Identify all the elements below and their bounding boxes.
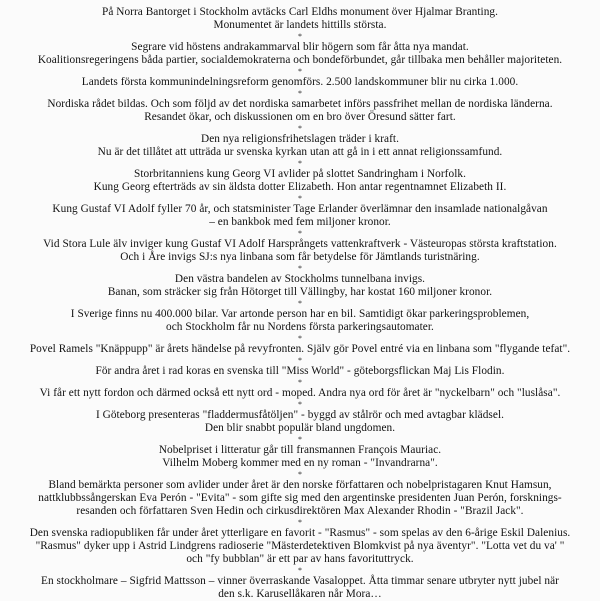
asterisk-separator: * [297, 264, 303, 273]
paragraph [10, 409, 590, 435]
text-line: Koalitionsregeringens båda partier, socialdemokraterna och bondeförbundet, går tillbaka men behåller majoriteten. [37, 54, 563, 66]
text-line: Och i Åre invigs SJ:s nya linbana som får betydelse för Jämtlands turistnäring. [120, 251, 480, 263]
text-line: och Stockholm får nu Nordens första parkeringsautomater. [166, 321, 434, 333]
paragraph [10, 575, 590, 601]
asterisk-separator: * [297, 435, 303, 444]
paragraph [10, 238, 590, 264]
asterisk-separator: * [297, 124, 303, 133]
text-line: Resandet ökar, och diskussionen om en bro över Öresund sätter fart. [144, 111, 456, 123]
text-line: resanden och författaren Sven Hedin och cirkusdirektören Max Alexander Rhodin - "Brazil Jack". [76, 505, 524, 517]
paragraph [10, 387, 590, 400]
text-line: Kung Georg efterträds av sin äldsta dotter Elizabeth. Hon antar regentnamnet Elizabeth II. [93, 181, 507, 193]
text-line: Nobelpriset i litteratur går till fransmannen François Mauriac. [158, 444, 442, 456]
text-line: Banan, som sträcker sig från Hötorget till Vällingby, har kostat 160 miljoner kronor. [107, 286, 493, 298]
text-line: Nordiska rådet bildas. Och som följd av det nordiska samarbetet införs passfrihet mellan de nordiska länderna. [47, 98, 553, 110]
text-line: Den svenska radiopubliken får under året ytterligare en favorit - "Rasmus" - som spelas av den 6-årige Eskil Dalenius. [29, 527, 571, 539]
text-line: På Norra Bantorget i Stockholm avtäcks Carl Eldhs monument över Hjalmar Branting. [101, 6, 498, 18]
text-line: nattklubbssångerskan Eva Perón - "Evita" - som gifte sig med den argentinske presidenten Juan Perón, forsknings- [38, 492, 562, 504]
text-line: I Göteborg presenteras "fladdermusfåtöljen" - byggd av stålrör och med avtagbar klädsel. [95, 409, 505, 421]
asterisk-separator: * [297, 299, 303, 308]
text-line: och "fy bubblan" är ett par av hans favorituttryck. [186, 553, 414, 565]
text-line: Kung Gustaf VI Adolf fyller 70 år, och statsminister Tage Erlander överlämnar den insamlade nationalgåvan [52, 203, 548, 215]
text-line: Bland bemärkta personer som avlider under året är den norske författaren och nobelpristagaren Knut Hamsun, [48, 479, 552, 491]
text-line: För andra året i rad koras en svenska till "Miss World" - göteborgsflickan Maj Lis Flodin. [95, 365, 505, 377]
paragraph [10, 6, 590, 32]
text-line: Landets första kommunindelningsreform genomförs. 2.500 landskommuner blir nu cirka 1.000. [81, 76, 519, 88]
asterisk-separator: * [297, 32, 303, 41]
paragraph [10, 479, 590, 518]
paragraph [10, 203, 590, 229]
text-line: Monumentet är landets hittills största. [213, 19, 387, 31]
asterisk-separator: * [297, 229, 303, 238]
paragraph [10, 308, 590, 334]
text-line: Den västra bandelen av Stockholms tunnelbana invigs. [174, 273, 426, 285]
asterisk-separator: * [297, 67, 303, 76]
asterisk-separator: * [297, 378, 303, 387]
text-line: Vi får ett nytt fordon och därmed också ett nytt ord - moped. Andra nya ord för året är "nyckelbarn" och "luslåsa". [39, 387, 561, 399]
asterisk-separator: * [297, 400, 303, 409]
text-line: Den nya religionsfrihetslagen träder i kraft. [201, 133, 399, 145]
text-line: En stockholmare – Sigfrid Mattsson – vinner överraskande Vasaloppet. Åtta timmar senare utbryter nytt jubel när [41, 575, 559, 587]
text-line: den s.k. Karusellåkaren når Mora… [218, 588, 382, 600]
text-line: – en bankbok med fem miljoner kronor. [209, 216, 391, 228]
asterisk-separator: * [297, 159, 303, 168]
text-line: Storbritanniens kung Georg VI avlider på slottet Sandringham i Norfolk. [134, 168, 466, 180]
asterisk-separator: * [297, 356, 303, 365]
text-line: I Sverige finns nu 400.000 bilar. Var artonde person har en bil. Samtidigt ökar parkeringsproblemen, [70, 308, 530, 320]
paragraph [10, 98, 590, 124]
asterisk-separator: * [297, 470, 303, 479]
asterisk-separator: * [297, 518, 303, 527]
paragraph [10, 76, 590, 89]
text-line: Nu är det tillåtet att utträda ur svenska kyrkan utan att gå in i ett annat religionssamfund. [97, 146, 503, 158]
text-line: "Rasmus" dyker upp i Astrid Lindgrens radioserie "Mästerdetektiven Blomkvist på nya äventyr". "Lotta vet du va' " [35, 540, 565, 552]
text-line: Den blir snabbt populär bland ungdomen. [204, 422, 396, 434]
paragraph [10, 41, 590, 67]
asterisk-separator: * [297, 194, 303, 203]
paragraph [10, 444, 590, 470]
paragraph [10, 133, 590, 159]
paragraph [10, 273, 590, 299]
text-line: Vid Stora Lule älv inviger kung Gustaf VI Adolf Harsprångets vattenkraftverk - Västeuropas största kraftstation. [43, 238, 557, 250]
paragraph [10, 527, 590, 566]
text-line: Segrare vid höstens andrakammarval blir högern som får åtta nya mandat. [131, 41, 469, 53]
asterisk-separator: * [297, 89, 303, 98]
paragraph [10, 168, 590, 194]
paragraph [10, 365, 590, 378]
text-line: Povel Ramels "Knäppupp" är årets händelse på revyfronten. Själv gör Povel entré via en linbana som "flygande tefat". [29, 343, 571, 355]
asterisk-separator: * [297, 566, 303, 575]
asterisk-separator: * [297, 334, 303, 343]
paragraph [10, 343, 590, 356]
text-line: Vilhelm Moberg kommer med en ny roman - "Invandrarna". [162, 457, 438, 469]
